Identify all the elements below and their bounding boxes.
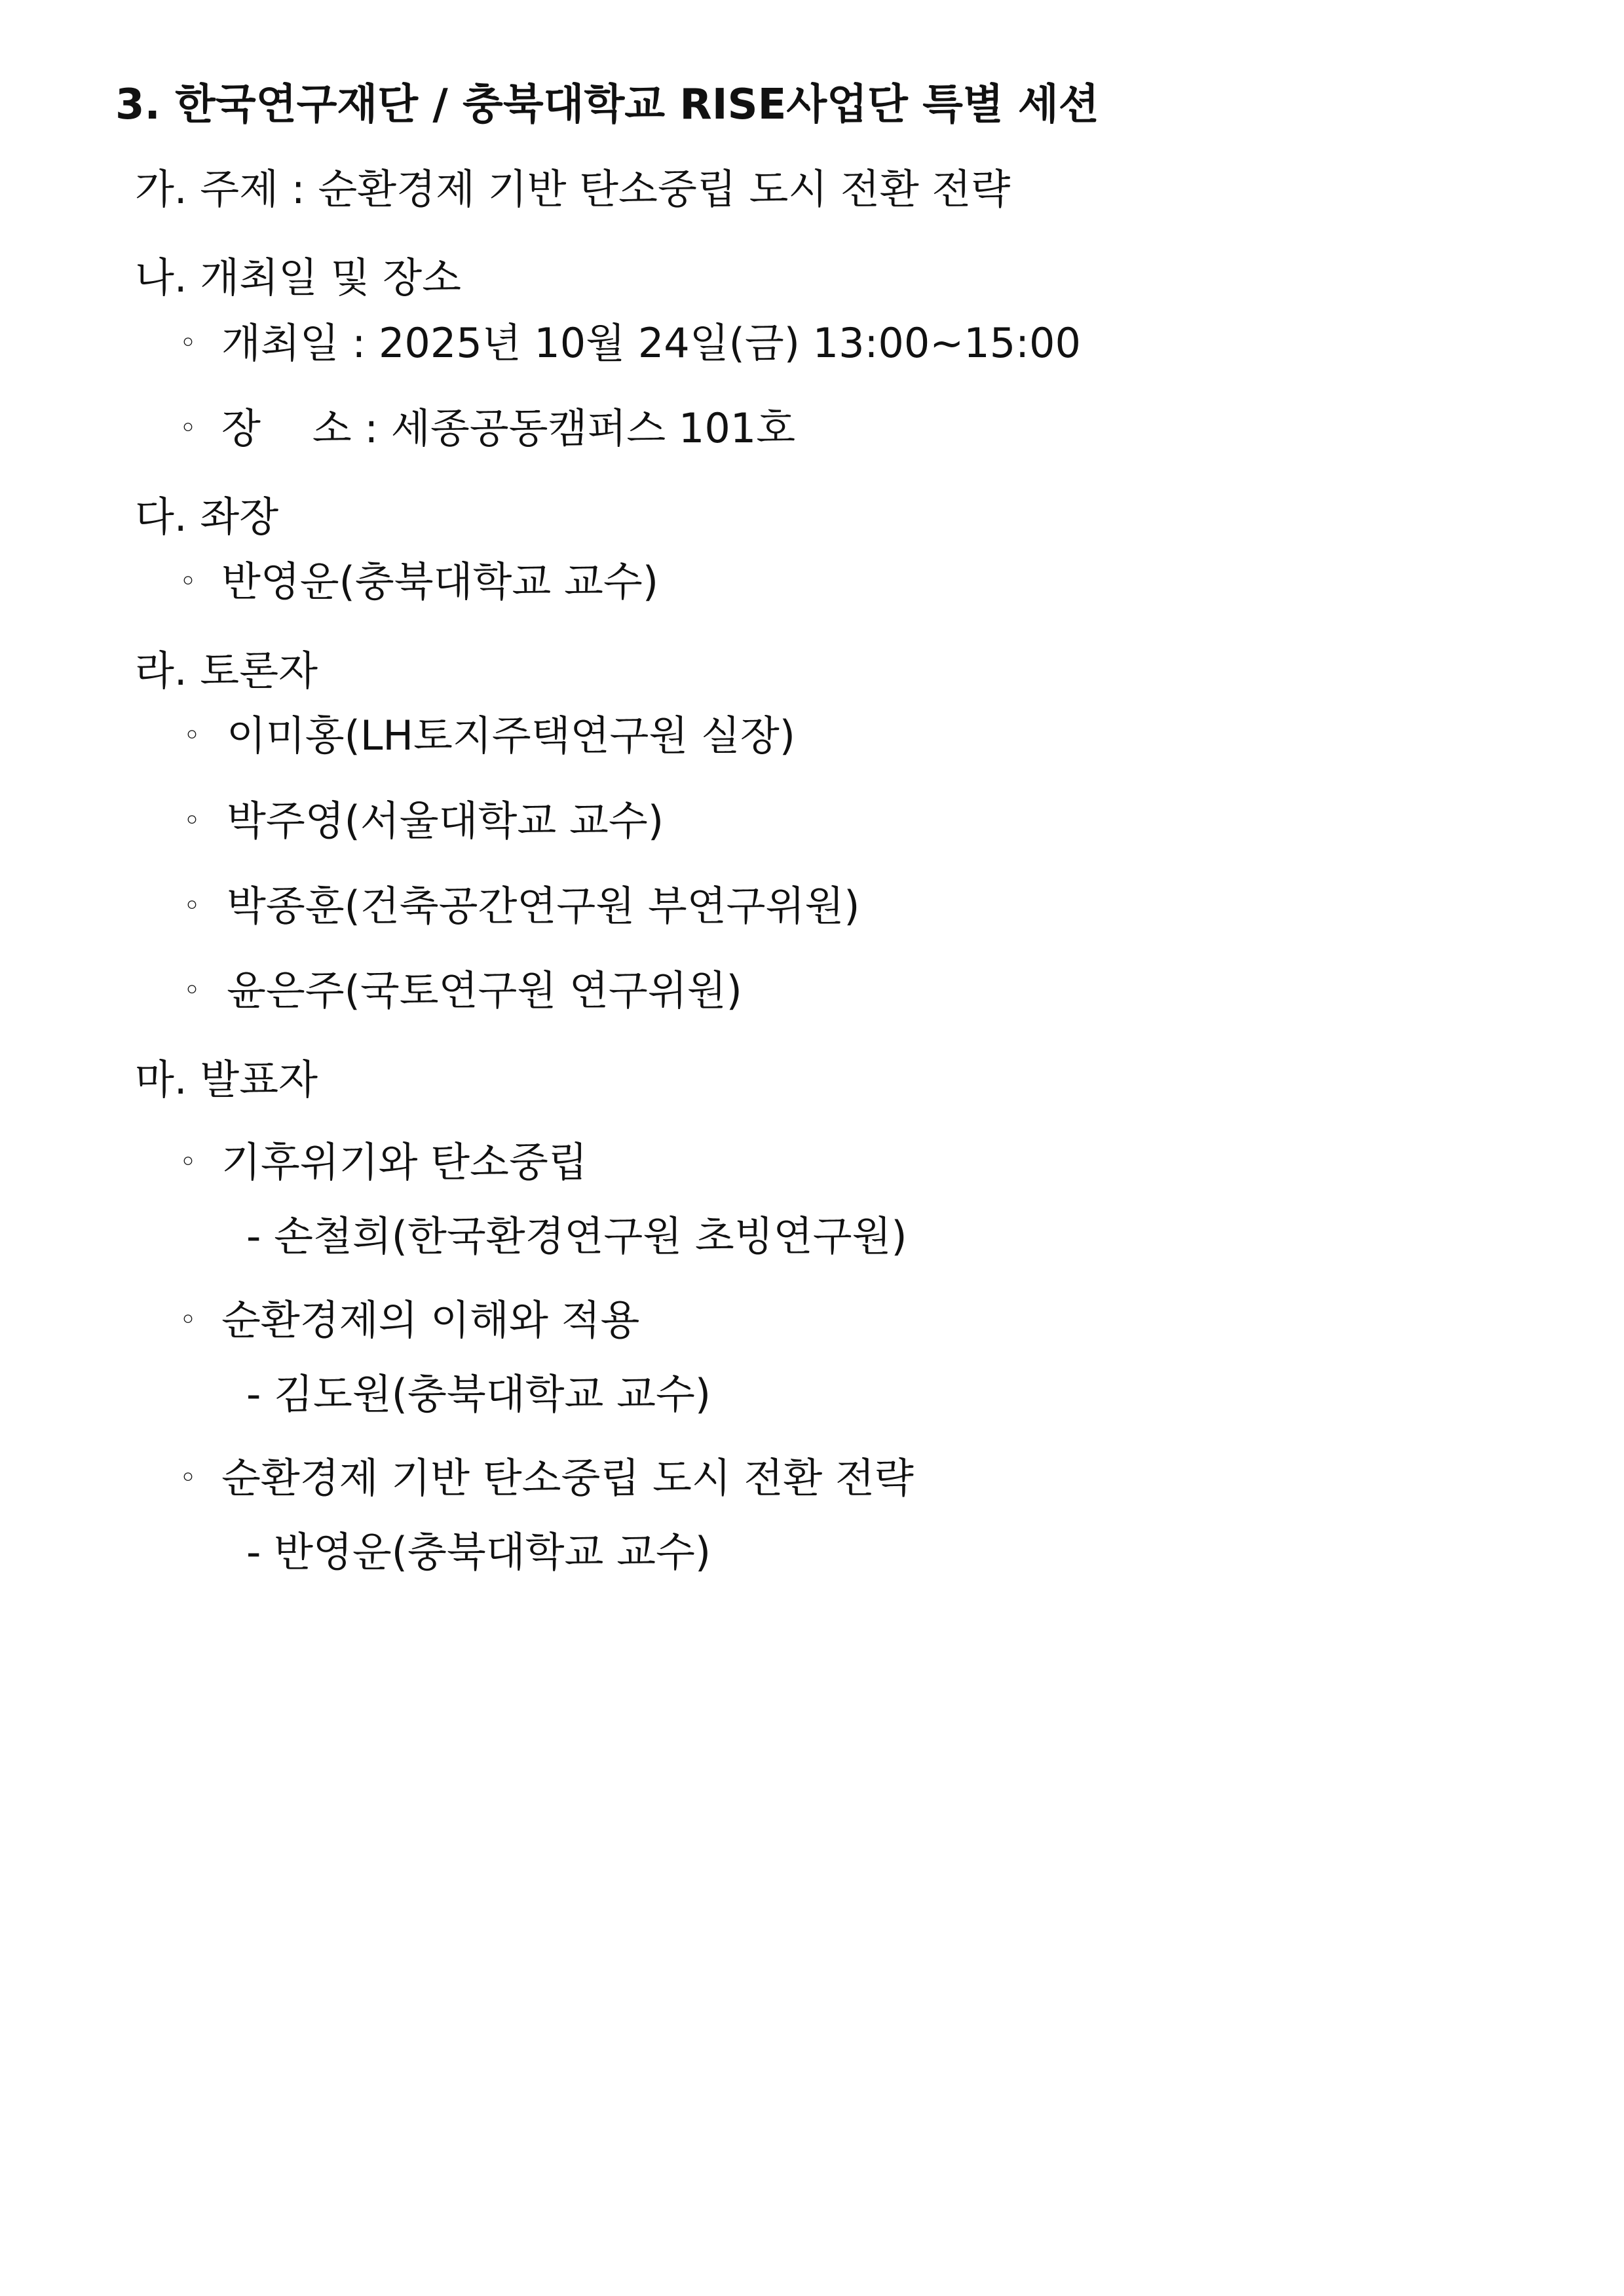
bullet-icon: ◦ (179, 326, 197, 360)
panel-heading: 라. 토론자 (135, 647, 318, 695)
talk-speaker: - 반영운(충북대학교 교수) (246, 1528, 711, 1576)
panel-member: 박주영(서울대학교 교수) (227, 797, 664, 845)
bullet-icon: ◦ (179, 1145, 197, 1179)
schedule-date: 개최일 : 2025년 10월 24일(금) 13:00~15:00 (221, 319, 1081, 367)
talk-title: 순환경제의 이해와 적용 (221, 1296, 640, 1344)
schedule-heading: 나. 개최일 및 장소 (135, 254, 462, 301)
bullet-icon: ◦ (179, 411, 197, 445)
topic-line: 가. 주제 : 순환경제 기반 탄소중립 도시 전환 전략 (135, 165, 1011, 213)
presenters-heading: 마. 발표자 (135, 1056, 318, 1103)
bullet-icon: ◦ (183, 804, 200, 837)
section-title: 3. 한국연구재단 / 충북대학교 RISE사업단 특별 세션 (115, 81, 1099, 129)
panel-member: 이미홍(LH토지주택연구원 실장) (227, 712, 795, 759)
talk-title: 순환경제 기반 탄소중립 도시 전환 전략 (221, 1454, 914, 1502)
chair-name: 반영운(충북대학교 교수) (221, 558, 659, 605)
bullet-icon: ◦ (179, 1303, 197, 1337)
schedule-place: 장 소 : 세종공동캠퍼스 101호 (221, 404, 796, 452)
talk-speaker: - 손철희(한국환경연구원 초빙연구원) (246, 1212, 907, 1260)
chair-heading: 다. 좌장 (135, 493, 279, 541)
panel-member: 박종훈(건축공간연구원 부연구위원) (227, 882, 860, 930)
bullet-icon: ◦ (183, 719, 200, 752)
bullet-icon: ◦ (179, 1461, 197, 1495)
talk-title: 기후위기와 탄소중립 (221, 1138, 588, 1186)
talk-speaker: - 김도원(충북대학교 교수) (246, 1370, 711, 1418)
bullet-icon: ◦ (179, 565, 197, 598)
bullet-icon: ◦ (183, 974, 200, 1007)
panel-member: 윤은주(국토연구원 연구위원) (227, 966, 742, 1014)
bullet-icon: ◦ (183, 889, 200, 923)
